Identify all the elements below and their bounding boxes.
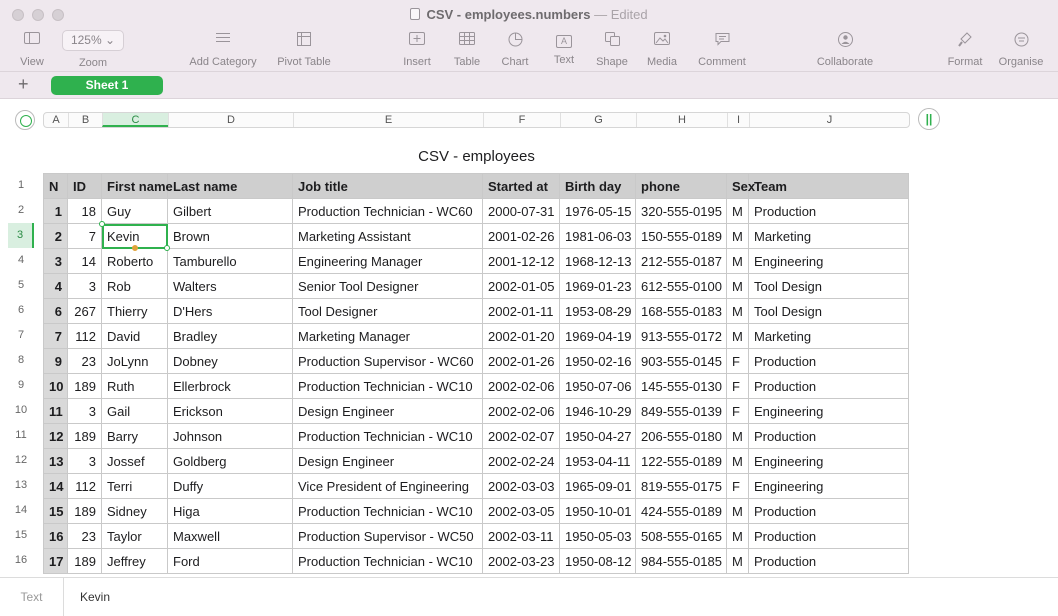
table-cell[interactable]: F: [727, 474, 749, 499]
selection-handle-bottom-right[interactable]: [164, 245, 170, 251]
pause-icon[interactable]: ||: [918, 108, 940, 130]
table-cell[interactable]: Production Technician - WC10: [293, 499, 483, 524]
table-cell[interactable]: Ellerbrock: [168, 374, 293, 399]
table-cell[interactable]: 913-555-0172: [636, 324, 727, 349]
table-cell[interactable]: Marketing Manager: [293, 324, 483, 349]
title-separator: —: [594, 7, 608, 22]
table-cell[interactable]: Maxwell: [168, 524, 293, 549]
table-cell[interactable]: 7: [68, 224, 102, 249]
table-cell[interactable]: Goldberg: [168, 449, 293, 474]
table-cell[interactable]: Vice President of Engineering: [293, 474, 483, 499]
column-header-j[interactable]: J: [749, 113, 909, 127]
shape-label: Shape: [596, 56, 628, 68]
table-cell[interactable]: Duffy: [168, 474, 293, 499]
table-cell[interactable]: Design Engineer: [293, 449, 483, 474]
sheet-tab-sheet-1[interactable]: Sheet 1: [51, 76, 163, 95]
pivot-table-button[interactable]: [272, 30, 336, 68]
table-cell[interactable]: 1969-01-23: [560, 274, 636, 299]
paintbrush-icon: [944, 32, 986, 52]
chevron-down-icon: ⌄: [104, 33, 116, 47]
table-row: [44, 349, 909, 374]
table-icon: [449, 32, 485, 52]
table-row: [44, 224, 909, 249]
table-row: [44, 299, 909, 324]
table-cell[interactable]: 2000-07-31: [483, 199, 560, 224]
table-cell[interactable]: M: [727, 199, 749, 224]
autofill-handle[interactable]: [132, 245, 138, 251]
table-cell[interactable]: Production: [749, 374, 909, 399]
row-number-8[interactable]: 8: [17, 354, 25, 366]
table-cell[interactable]: 1950-07-06: [560, 374, 636, 399]
table-cell[interactable]: M: [727, 224, 749, 249]
row-number-2[interactable]: 2: [17, 204, 25, 216]
pie-chart-icon: [497, 32, 533, 52]
table-row: [44, 449, 909, 474]
table-cell[interactable]: 3: [68, 449, 102, 474]
table-row: [44, 274, 909, 299]
column-header-c[interactable]: C: [102, 113, 168, 127]
table-cell[interactable]: Production Supervisor - WC60: [293, 349, 483, 374]
table-cell[interactable]: David: [102, 324, 168, 349]
row-number-1[interactable]: 1: [17, 179, 25, 191]
table-cell[interactable]: 1953-08-29: [560, 299, 636, 324]
text-label: Text: [553, 54, 575, 66]
comment-icon: [694, 32, 750, 52]
table-cell[interactable]: 23: [68, 349, 102, 374]
column-title-n[interactable]: N: [44, 174, 68, 199]
column-header-g[interactable]: G: [560, 113, 636, 127]
table-button[interactable]: [449, 30, 485, 68]
table-cell[interactable]: M: [727, 324, 749, 349]
add-sheet-button[interactable]: +: [18, 74, 29, 94]
table-row: [44, 199, 909, 224]
sidebar-icon: [12, 32, 52, 52]
table-cell[interactable]: 168-555-0183: [636, 299, 727, 324]
collaborate-label: Collaborate: [816, 56, 874, 68]
table-cell[interactable]: 984-555-0185: [636, 549, 727, 574]
table-cell[interactable]: 13: [44, 449, 68, 474]
column-title-team[interactable]: Team: [749, 174, 909, 199]
view-button[interactable]: [12, 30, 52, 68]
organise-icon: [994, 32, 1048, 52]
table-cell[interactable]: 6: [44, 299, 68, 324]
shape-button[interactable]: [593, 30, 631, 68]
table-cell[interactable]: Brown: [168, 224, 293, 249]
text-button[interactable]: [546, 30, 582, 66]
table-cell[interactable]: Engineering: [749, 449, 909, 474]
table-cell[interactable]: 12: [44, 424, 68, 449]
table-cell[interactable]: Taylor: [102, 524, 168, 549]
column-title-job-title[interactable]: Job title: [293, 174, 483, 199]
table-cell[interactable]: 10: [44, 374, 68, 399]
table-row: [44, 249, 909, 274]
table-cell[interactable]: Marketing Assistant: [293, 224, 483, 249]
sheet-canvas[interactable]: [0, 99, 1058, 577]
table-row: [44, 324, 909, 349]
table-cell[interactable]: M: [727, 524, 749, 549]
row-number-16[interactable]: 16: [14, 554, 28, 566]
table-cell[interactable]: Guy: [102, 199, 168, 224]
row-number-7[interactable]: 7: [17, 329, 25, 341]
table-cell[interactable]: Marketing: [749, 324, 909, 349]
table-cell[interactable]: M: [727, 424, 749, 449]
table-cell[interactable]: 2002-01-11: [483, 299, 560, 324]
selection-handle-top-left[interactable]: [99, 221, 105, 227]
window-title: [0, 7, 1058, 22]
collaborate-icon: [811, 32, 879, 52]
table-cell[interactable]: Production: [749, 499, 909, 524]
text-icon-glyph: A: [556, 35, 572, 48]
column-title-phone[interactable]: phone: [636, 174, 727, 199]
table-cell[interactable]: Engineering: [749, 474, 909, 499]
table-cell[interactable]: 1981-06-03: [560, 224, 636, 249]
column-header-e[interactable]: E: [293, 113, 483, 127]
table-row: [44, 524, 909, 549]
table-cell[interactable]: Thierry: [102, 299, 168, 324]
table-label: Table: [453, 56, 481, 68]
table-cell[interactable]: 1946-10-29: [560, 399, 636, 424]
table-cell[interactable]: M: [727, 274, 749, 299]
column-title-birth-day[interactable]: Birth day: [560, 174, 636, 199]
column-title-id[interactable]: ID: [68, 174, 102, 199]
table-cell[interactable]: Terri: [102, 474, 168, 499]
toolbar: [0, 0, 1058, 72]
pivot-table-icon: [272, 32, 336, 52]
format-button[interactable]: [944, 30, 986, 68]
table-cell[interactable]: Jossef: [102, 449, 168, 474]
sheet-tab-bar: [0, 72, 1058, 99]
table-cell[interactable]: Production Technician - WC60: [293, 199, 483, 224]
table-cell[interactable]: 1953-04-11: [560, 449, 636, 474]
table-cell[interactable]: Production Technician - WC10: [293, 424, 483, 449]
photo-icon: [643, 32, 681, 52]
table-cell[interactable]: 2002-03-23: [483, 549, 560, 574]
row-number-14[interactable]: 14: [14, 504, 28, 516]
column-title-last-name[interactable]: Last name: [168, 174, 293, 199]
zoom-value: 125%: [70, 33, 102, 47]
table-cell[interactable]: Tool Design: [749, 299, 909, 324]
table-cell[interactable]: Barry: [102, 424, 168, 449]
employees-table[interactable]: [43, 173, 909, 574]
table-row: [44, 424, 909, 449]
table-row: [44, 399, 909, 424]
table-cell[interactable]: 11: [44, 399, 68, 424]
table-cell[interactable]: 903-555-0145: [636, 349, 727, 374]
table-cell[interactable]: 2002-01-26: [483, 349, 560, 374]
shape-icon: [593, 32, 631, 52]
table-cell[interactable]: 2001-02-26: [483, 224, 560, 249]
table-cell[interactable]: 189: [68, 549, 102, 574]
table-cell[interactable]: 3: [44, 249, 68, 274]
comment-button[interactable]: [694, 30, 750, 68]
comment-label: Comment: [698, 56, 746, 68]
table-cell[interactable]: 2002-02-07: [483, 424, 560, 449]
table-cell[interactable]: 3: [68, 399, 102, 424]
table-cell[interactable]: 122-555-0189: [636, 449, 727, 474]
table-cell[interactable]: Ruth: [102, 374, 168, 399]
table-cell[interactable]: Production: [749, 524, 909, 549]
table-cell[interactable]: Production: [749, 199, 909, 224]
zoom-select[interactable]: [62, 30, 124, 51]
cell-info-bar: [0, 577, 1058, 616]
table-cell[interactable]: D'Hers: [168, 299, 293, 324]
table-cell[interactable]: 2002-02-06: [483, 374, 560, 399]
table-cell[interactable]: Production: [749, 349, 909, 374]
table-cell[interactable]: Production Technician - WC10: [293, 374, 483, 399]
row-number-11[interactable]: 11: [15, 429, 27, 441]
cell-type-label[interactable]: Text: [0, 578, 64, 616]
row-number-12[interactable]: 12: [14, 454, 28, 466]
insert-label: Insert: [403, 56, 431, 68]
pivot-table-label: Pivot Table: [277, 56, 331, 68]
table-cell[interactable]: 1976-05-15: [560, 199, 636, 224]
row-number-6[interactable]: 6: [17, 304, 25, 316]
table-cell[interactable]: 112: [68, 474, 102, 499]
column-header-i[interactable]: I: [727, 113, 749, 127]
table-cell[interactable]: 612-555-0100: [636, 274, 727, 299]
table-cell[interactable]: Erickson: [168, 399, 293, 424]
table-cell[interactable]: M: [727, 299, 749, 324]
table-cell[interactable]: 1968-12-13: [560, 249, 636, 274]
table-cell[interactable]: M: [727, 249, 749, 274]
table-cell[interactable]: 1965-09-01: [560, 474, 636, 499]
table-cell[interactable]: Tamburello: [168, 249, 293, 274]
row-number-13[interactable]: 13: [14, 479, 28, 491]
media-label: Media: [647, 56, 677, 68]
table-cell[interactable]: Production: [749, 549, 909, 574]
add-category-button[interactable]: [183, 30, 263, 68]
table-cell[interactable]: 189: [68, 499, 102, 524]
table-cell[interactable]: Design Engineer: [293, 399, 483, 424]
table-cell[interactable]: Production: [749, 424, 909, 449]
column-header-f[interactable]: F: [483, 113, 560, 127]
table-cell[interactable]: 2002-01-05: [483, 274, 560, 299]
insert-button[interactable]: [399, 30, 435, 68]
chart-button[interactable]: [497, 30, 533, 68]
header-row: [44, 174, 909, 199]
table-cell[interactable]: 189: [68, 424, 102, 449]
table-cell[interactable]: Dobney: [168, 349, 293, 374]
column-header-h[interactable]: H: [636, 113, 727, 127]
edited-status: Edited: [610, 7, 648, 22]
table-cell[interactable]: M: [727, 499, 749, 524]
table-cell[interactable]: 9: [44, 349, 68, 374]
table-cell[interactable]: Sidney: [102, 499, 168, 524]
format-label: Format: [947, 56, 983, 68]
table-cell[interactable]: 2002-03-03: [483, 474, 560, 499]
column-title-first-name[interactable]: First name: [102, 174, 168, 199]
table-cell[interactable]: 212-555-0187: [636, 249, 727, 274]
table-cell[interactable]: 150-555-0189: [636, 224, 727, 249]
chart-label: Chart: [501, 56, 529, 68]
table-cell[interactable]: 2002-03-05: [483, 499, 560, 524]
table-cell[interactable]: F: [727, 374, 749, 399]
table-cell[interactable]: 1950-08-12: [560, 549, 636, 574]
table-cell[interactable]: F: [727, 349, 749, 374]
table-cell[interactable]: 320-555-0195: [636, 199, 727, 224]
table-cell[interactable]: 2002-02-06: [483, 399, 560, 424]
table-row: [44, 549, 909, 574]
selected-cell[interactable]: Kevin: [102, 224, 168, 249]
insert-icon: [399, 32, 435, 52]
zoom-control[interactable]: [58, 30, 128, 69]
table-cell[interactable]: JoLynn: [102, 349, 168, 374]
column-header-a[interactable]: A: [52, 114, 60, 126]
table-cell[interactable]: 1950-02-16: [560, 349, 636, 374]
table-cell[interactable]: 16: [44, 524, 68, 549]
table-cell[interactable]: 424-555-0189: [636, 499, 727, 524]
column-title-sex[interactable]: Sex: [727, 174, 749, 199]
table-cell[interactable]: Higa: [168, 499, 293, 524]
select-all-table-button[interactable]: [15, 110, 35, 130]
table-cell[interactable]: 14: [68, 249, 102, 274]
document-name: CSV - employees.numbers: [426, 7, 591, 22]
table-cell[interactable]: 1950-04-27: [560, 424, 636, 449]
table-cell[interactable]: 7: [44, 324, 68, 349]
table-cell[interactable]: Bradley: [168, 324, 293, 349]
table-cell[interactable]: 1950-05-03: [560, 524, 636, 549]
table-cell[interactable]: 23: [68, 524, 102, 549]
table-cell[interactable]: Walters: [168, 274, 293, 299]
table-cell[interactable]: Jeffrey: [102, 549, 168, 574]
table-cell[interactable]: 14: [44, 474, 68, 499]
row-number-4[interactable]: 4: [17, 254, 25, 266]
add-category-label: Add Category: [189, 56, 257, 68]
table-cell[interactable]: Engineering: [749, 249, 909, 274]
column-ruler: [43, 112, 910, 128]
table-cell[interactable]: Johnson: [168, 424, 293, 449]
view-label: View: [20, 56, 44, 68]
table-cell[interactable]: 17: [44, 549, 68, 574]
row-number-5[interactable]: 5: [17, 279, 25, 291]
table-cell[interactable]: Marketing: [749, 224, 909, 249]
table-cell[interactable]: 2002-03-11: [483, 524, 560, 549]
table-cell[interactable]: Roberto: [102, 249, 168, 274]
table-cell[interactable]: F: [727, 399, 749, 424]
row-number-9[interactable]: 9: [17, 379, 25, 391]
column-header-d[interactable]: D: [168, 113, 293, 127]
organise-label: Organise: [998, 56, 1044, 68]
table-cell[interactable]: 3: [68, 274, 102, 299]
table-cell[interactable]: 189: [68, 374, 102, 399]
collaborate-button[interactable]: [811, 30, 879, 68]
table-cell[interactable]: 206-555-0180: [636, 424, 727, 449]
table-cell[interactable]: Rob: [102, 274, 168, 299]
document-icon: [410, 8, 420, 20]
table-cell[interactable]: Senior Tool Designer: [293, 274, 483, 299]
cell-value-display[interactable]: Kevin: [80, 590, 111, 604]
column-title-started-at[interactable]: Started at: [483, 174, 560, 199]
table-cell[interactable]: 2: [44, 224, 68, 249]
table-cell[interactable]: Production Technician - WC10: [293, 549, 483, 574]
table-cell[interactable]: 2002-01-20: [483, 324, 560, 349]
organise-button[interactable]: [994, 30, 1048, 68]
media-button[interactable]: [643, 30, 681, 68]
row-number-3[interactable]: 3: [8, 223, 34, 248]
table-cell[interactable]: 508-555-0165: [636, 524, 727, 549]
table-cell[interactable]: M: [727, 449, 749, 474]
text-box-icon: [546, 30, 582, 50]
list-icon: [183, 32, 263, 52]
table-cell[interactable]: Gail: [102, 399, 168, 424]
table-cell[interactable]: 2001-12-12: [483, 249, 560, 274]
table-cell[interactable]: Engineering Manager: [293, 249, 483, 274]
zoom-label: Zoom: [78, 57, 108, 69]
table-cell[interactable]: M: [727, 549, 749, 574]
table-cell[interactable]: Ford: [168, 549, 293, 574]
table-cell[interactable]: 2002-02-24: [483, 449, 560, 474]
table-row: [44, 374, 909, 399]
table-cell[interactable]: 819-555-0175: [636, 474, 727, 499]
table-cell[interactable]: Tool Design: [749, 274, 909, 299]
row-number-15[interactable]: 15: [14, 529, 28, 541]
table-row: [44, 499, 909, 524]
table-cell[interactable]: 145-555-0130: [636, 374, 727, 399]
table-cell[interactable]: 1: [44, 199, 68, 224]
table-cell[interactable]: 1950-10-01: [560, 499, 636, 524]
table-cell[interactable]: 4: [44, 274, 68, 299]
table-cell[interactable]: 267: [68, 299, 102, 324]
table-cell[interactable]: Production Supervisor - WC50: [293, 524, 483, 549]
table-row: [44, 474, 909, 499]
row-number-10[interactable]: 10: [14, 404, 28, 416]
table-cell[interactable]: 849-555-0139: [636, 399, 727, 424]
table-cell[interactable]: 112: [68, 324, 102, 349]
table-body: [44, 199, 909, 574]
table-cell[interactable]: Tool Designer: [293, 299, 483, 324]
table-cell[interactable]: Engineering: [749, 399, 909, 424]
table-title[interactable]: CSV - employees: [418, 148, 535, 165]
table-cell[interactable]: Gilbert: [168, 199, 293, 224]
table-cell[interactable]: 15: [44, 499, 68, 524]
table-cell[interactable]: 1969-04-19: [560, 324, 636, 349]
table-cell[interactable]: 18: [68, 199, 102, 224]
column-header-b[interactable]: B: [68, 113, 102, 127]
